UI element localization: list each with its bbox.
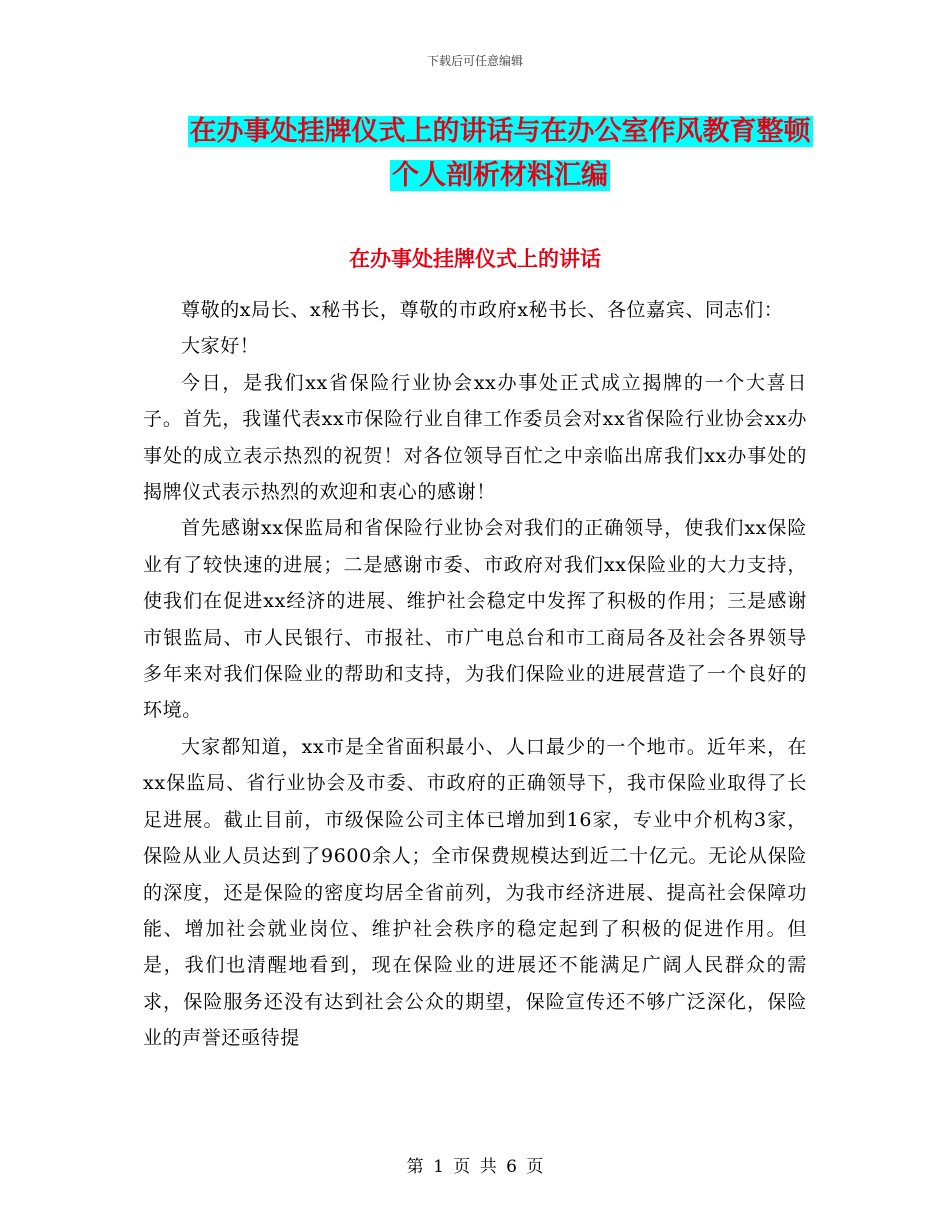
page-header-note: 下载后可任意编辑: [426, 54, 523, 68]
paragraph-opening: 今日，是我们xx省保险行业协会xx办事处正式成立揭牌的一个大喜日子。首先，我谨代表xx市保险行业自律工作委员会对xx省保险行业协会xx办事处的成立表示热烈的祝贺！对各位领导百忙之中亲临出席我们xx办事处的揭牌仪式表示热烈的欢迎和衷心的感谢！: [143, 371, 807, 504]
paragraph-greeting: 大家好！: [181, 335, 260, 358]
paragraph-thanks: 首先感谢xx保监局和省保险行业协会对我们的正确领导，使我们xx保险业有了较快速的进展；二是感谢市委、市政府对我们xx保险业的大力支持，使我们在促进xx经济的进展、维护社会稳定中发挥了积极的作用；三是感谢市银监局、市人民银行、市报社、市广电总台和市工商局各及社会各界领导多年来对我们保险业的帮助和支持，为我们保险业的进展营造了一个良好的环境。: [143, 517, 807, 722]
page-number: 第 1 页 共 6 页: [406, 1157, 544, 1177]
paragraph-salutation: 尊敬的x局长、x秘书长，尊敬的市政府x秘书长、各位嘉宾、同志们：: [181, 299, 784, 321]
document-title: [120, 110, 880, 198]
document-title-line-1: 在办事处挂牌仪式上的讲话与在办公室作风教育整顿: [189, 116, 811, 147]
document-title-line-2: 个人剖析材料汇编: [392, 160, 608, 191]
document-body: [143, 292, 807, 1057]
paragraph-development: 大家都知道，xx市是全省面积最小、人口最少的一个地市。近年来，在xx保监局、省行业协会及市委、市政府的正确领导下，我市保险业取得了长足进展。截止目前，市级保险公司主体已增加到16家，专业中介机构3家，保险从业人员达到了9600余人；全市保费规模达到近二十亿元。无论从保险的深度，还是保险的密度均居全省前列，为我市经济进展、提高社会保障功能、增加社会就业岗位、维护社会秩序的稳定起到了积极的促进作用。但是，我们也清醒地看到，现在保险业的进展还不能满足广阔人民群众的需求，保险服务还没有达到社会公众的期望，保险宣传还不够广泛深化，保险业的声誉还亟待提: [143, 735, 807, 1050]
section-title: 在办事处挂牌仪式上的讲话: [349, 247, 601, 271]
